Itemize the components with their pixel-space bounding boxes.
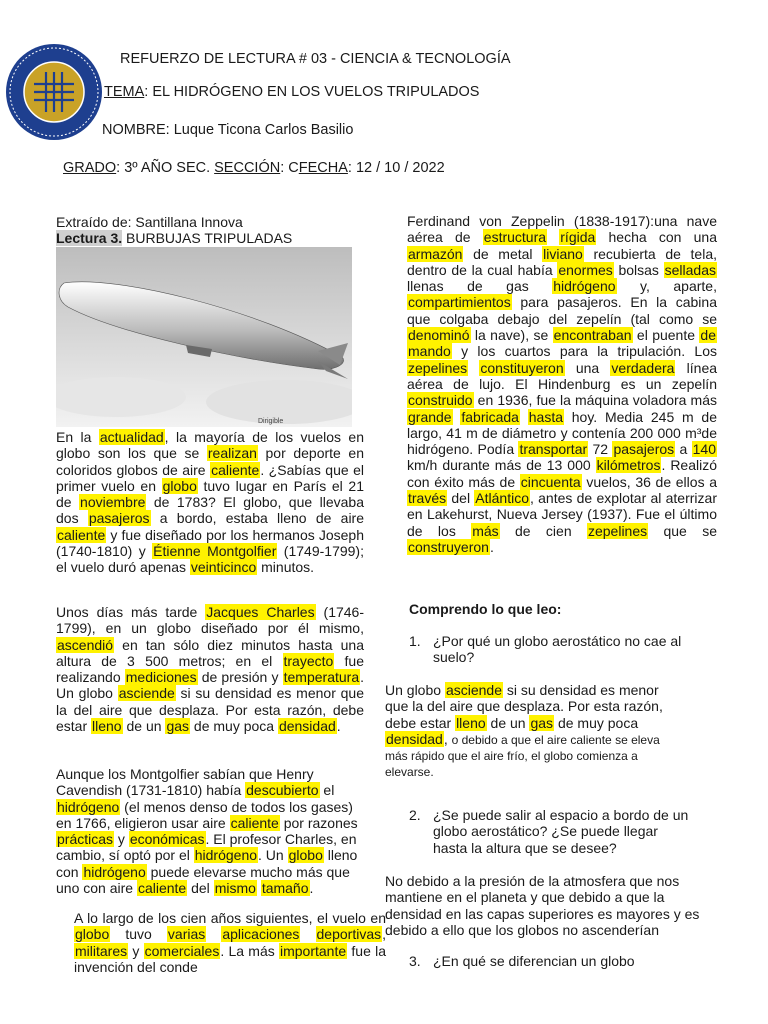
dirigible-image: [56, 247, 352, 427]
tema-line: [104, 84, 479, 100]
question-number: 2.: [409, 807, 421, 823]
paragraph-1: En la actualidad, la mayoría de los vuelos en globo son los que se realizan por deporte en coloridos globos de aire caliente. ¿Sabías que el primer vuelo en globo tuvo lugar en París el 21 de noviembre de 1783? El globo, que llevaba dos pasajeros a bordo, estaba lleno de aire caliente y fue diseñado por los hermanos Joseph (1740-1810) y Étienne Montgolfier (1749-1799); el vuelo duró apenas veinticinco minutos.: [56, 429, 365, 576]
worksheet-title: REFUERZO DE LECTURA # 03 - CIENCIA & TECNOLOGÍA: [120, 51, 511, 67]
university-seal-logo: [4, 42, 104, 142]
fecha-label: FECHA: [298, 160, 348, 176]
answer-1: Un globo asciende si su densidad es menor que la del aire que desplaza. Por esta razón, debe estar lleno de un gas de muy poca densidad, o debido a que el aire caliente se eleva más rápido que el aire frío, el globo comienza a elevarse.: [385, 682, 663, 780]
seccion-label: SECCIÓN: [214, 160, 281, 176]
tema-value: : EL HIDRÓGENO EN LOS VUELOS TRIPULADOS: [144, 84, 480, 100]
paragraph-4: A lo largo de los cien años siguientes, el vuelo en globo tuvo varias aplicaciones deportivas, militares y comerciales. La más importante fue la invención del conde: [74, 910, 386, 975]
grado-label: GRADO: [63, 160, 117, 176]
question-text: ¿En qué se diferencian un globo: [433, 953, 635, 969]
grado-value: : 3º AÑO SEC.: [116, 160, 215, 176]
answer-2: No debido a la presión de la atmosfera que nos mantiene en el planeta y que debido a que la densidad en las capas superiores es mayores y es debido a ello que los globos no ascenderían: [385, 873, 700, 938]
comprehension-title: Comprendo lo que leo:: [409, 601, 562, 617]
question-text: ¿Se puede salir al espacio a bordo de un: [433, 807, 689, 823]
question-text: suelo?: [433, 649, 475, 666]
question-number: 1.: [409, 633, 421, 649]
seccion-value: : C: [280, 160, 299, 176]
reading-title: BURBUJAS TRIPULADAS: [122, 230, 293, 246]
image-caption: Dirigible: [258, 418, 284, 425]
grade-line: [63, 160, 445, 176]
question-number: 3.: [409, 953, 421, 969]
reading-heading: [56, 230, 356, 246]
reading-label: Lectura 3.: [56, 230, 123, 246]
fecha-value: : 12 / 10 / 2022: [347, 160, 445, 176]
paragraph-5: Ferdinand von Zeppelin (1838-1917):una nave aérea de estructura rígida hecha con una armazón de metal liviano recubierta de tela, dentro de la cual había enormes bolsas selladas llenas de gas hidrógeno y, aparte, compartimientos para pasajeros. En la cabina que colgaba debajo del zepelín (tal como se denominó la nave), se encontraban el puente de mando y los cuartos para la tripulación. Los zepelines constituyeron una verdadera línea aérea de lujo. El Hindenburg es un zepelín construido en 1936, fue la máquina voladora más grande fabricada hasta hoy. Media 245 m de largo, 41 m de diámetro y contenía 200 000 m³de hidrógeno. Podía transportar 72 pasajeros a 140 km/h durante más de 13 000 kilómetros. Realizó con éxito más de cincuenta vuelos, 36 de ellos a través del Atlántico, antes de explotar al aterrizar en Lakehurst, Nueva Jersey (1937). Fue el último de los más de cien zepelines que se construyeron.: [407, 213, 718, 555]
question-text: hasta la altura que se desee?: [433, 839, 617, 856]
student-name: NOMBRE: Luque Ticona Carlos Basilio: [102, 122, 354, 138]
question-text: ¿Por qué un globo aerostático no cae al: [433, 633, 682, 649]
paragraph-2: Unos días más tarde Jacques Charles (1746-1799), en un globo diseñado por él mismo, ascendió en tan sólo diez minutos hasta una altura de 3 500 metros; en el trayecto fue realizando mediciones de presión y temperatura. Un globo asciende si su densidad es menor que la del aire que desplaza. Por esta razón, debe estar lleno de un gas de muy poca densidad.: [56, 604, 365, 735]
tema-label: TEMA: [104, 84, 145, 100]
question-text: globo aerostático? ¿Se puede llegar: [433, 823, 658, 840]
reading-source: Extraído de: Santillana Innova: [56, 214, 243, 230]
paragraph-3: Aunque los Montgolfier sabían que Henry Cavendish (1731-1810) había descubierto el hidrógeno (el menos denso de todos los gases) en 1766, eligieron usar aire caliente por razones prácticas y económicas. El profesor Charles, en cambio, sí optó por el hidrógeno. Un globo lleno con hidrógeno puede elevarse mucho más que uno con aire caliente del mismo tamaño.: [56, 766, 358, 897]
